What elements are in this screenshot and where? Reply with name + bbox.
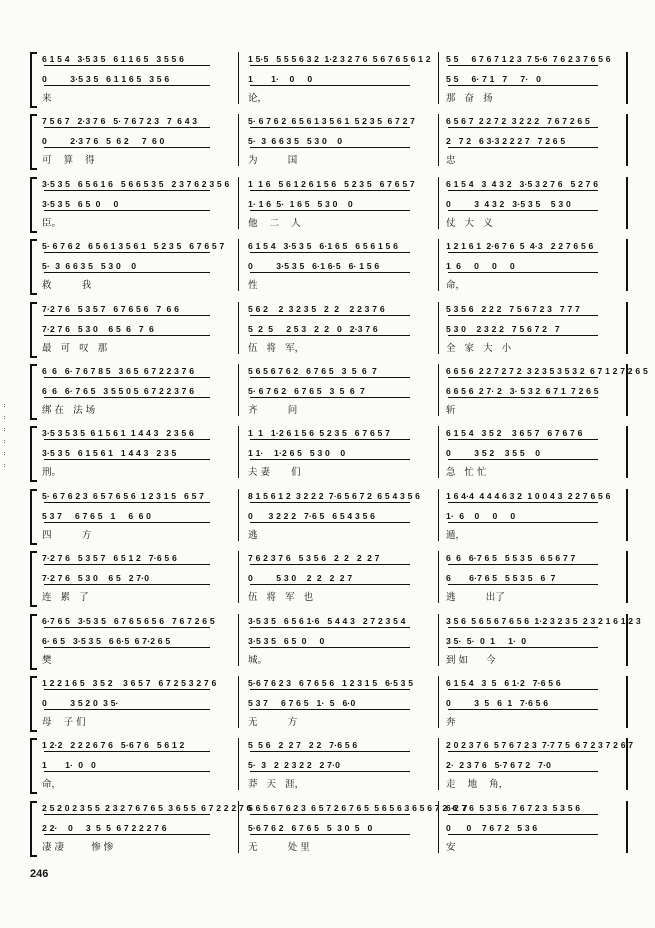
upper-notation: 7 5 6 7 2·3 7 6 5· 7 6 7 2 3 7 6 4 3 [42, 116, 198, 127]
score-system [30, 50, 628, 108]
bar-line [626, 114, 628, 166]
lower-notation: 6 6·7 6 5 5 5 3 5 6 7 [446, 573, 556, 584]
beam-line [448, 315, 598, 316]
beam-line [448, 814, 598, 815]
upper-notation: 8 1 5 6 1 2 3 2 2 2 7·6 5 6 7 2 6 5 4 3 5 6 [248, 490, 421, 501]
lyric-line: 伍 将 军 也 [248, 592, 314, 604]
beam-line [448, 272, 598, 273]
beam-line [44, 397, 210, 398]
beam-line [448, 647, 598, 648]
upper-notation: 6 6 6·7 6 5 5 5 3 5 6 5 6 7 7 [446, 553, 576, 564]
lyric-line: 连 累 了 [42, 592, 89, 604]
score-system [30, 799, 628, 857]
lower-notation: 3·5 3 5 6 5 0 0 [248, 635, 325, 646]
upper-notation: 6 1 5 4 3 5 2 3 6 5 7 6 7 6 7 6 [446, 428, 583, 439]
lower-notation: 6 6 6· 7 6 5 3 5 5 0 5 6 7 2 2 3 7 6 [42, 386, 195, 396]
score-system [30, 736, 634, 794]
score-system [30, 112, 628, 170]
system-brace [30, 52, 37, 108]
beam-line [44, 459, 210, 460]
upper-notation: 3 5 6 5 6 5 6 7 6 5 6 1·2 3 2 3 5 2 3 2 1 6 1 2 3 [446, 615, 641, 626]
beam-line [44, 502, 210, 503]
upper-notation: 5·6 7 6 2 3 6 7 6 5 6 1 2 3 1 5 6·5 3 5 [248, 678, 414, 688]
beam-line [448, 252, 598, 253]
system-brace [30, 239, 37, 295]
lower-notation: 0 5 3 0 2 2 2 2 7 [248, 573, 353, 584]
bar-line [438, 426, 439, 478]
bar-line [238, 364, 239, 416]
lyric-line: 命， [42, 779, 62, 791]
bar-line [238, 801, 239, 853]
bar-line [626, 177, 628, 229]
bar-line [626, 364, 628, 416]
lyric-line: 四 方 [42, 529, 92, 541]
bar-line [438, 364, 439, 416]
beam-line [250, 689, 410, 690]
beam-line [448, 85, 598, 86]
lower-notation: 3·5 3 5 6 1 5 6 1 1 4 4 3 2 3 5 [42, 448, 177, 459]
beam-line [448, 564, 598, 565]
bar-line [238, 52, 239, 104]
lower-notation: 6 6 5 6 2 7· 2 3· 5 3 2 6 7 1 7 2 6 5 [446, 386, 599, 396]
beam-line [44, 709, 210, 710]
lyric-line: 绑 在 法 场 [42, 405, 96, 416]
lyric-line: 来 [42, 93, 52, 104]
bar-line [238, 114, 239, 166]
lyric-line: 命， [446, 280, 466, 292]
beam-line [448, 771, 598, 772]
beam-line [44, 65, 210, 66]
lower-notation: 2 7 2 6 3·3 2 2 2 7 7 2 6 5 [446, 136, 566, 147]
bar-line [238, 738, 239, 790]
beam-line [250, 252, 410, 253]
beam-line [44, 252, 210, 253]
beam-line [250, 814, 410, 815]
beam-line [250, 709, 410, 710]
beam-line [250, 751, 410, 752]
bar-line [438, 239, 439, 291]
beam-line [250, 647, 410, 648]
bar-line [626, 489, 628, 541]
lower-notation: 5·6 7 6 2 6 7 6 5 5 3 0 5 0 [248, 822, 373, 833]
upper-notation: 1 6 4·4 4 4 4 6 3 2 1 0 0 4 3 2 2 7 6 5 6 [446, 490, 611, 501]
upper-notation: 7·2 7 6 5 3 5 7 6 7 6 5 6 7 6 6 [42, 303, 180, 314]
beam-line [250, 272, 410, 273]
upper-notation: 7 6 2 3 7 6 5 3 5 6 2 2 2 2 7 [248, 553, 380, 564]
beam-line [448, 751, 598, 752]
upper-notation: 6 1 5 4 3·5 3 5 6 1 1 6 5 3 5 5 6 [42, 54, 185, 64]
lyric-line: 伍 将 军， [248, 342, 305, 354]
score-system [30, 487, 628, 545]
beam-line [44, 647, 210, 648]
lyric-line: 刑。 [42, 467, 62, 479]
bar-line [626, 302, 628, 354]
beam-line [250, 315, 410, 316]
beam-line [448, 210, 598, 211]
lower-notation: 5 3 7 6 7 6 5 1 6 6 0 [42, 510, 152, 521]
upper-notation: 1 1 1·2 6 1 5 6 5 2 3 5 6 7 6 5 7 [248, 428, 391, 439]
beam-line [44, 627, 210, 628]
lower-notation: 1· 6 0 0 0 [446, 510, 516, 521]
beam-line [44, 315, 210, 316]
lower-notation: 0 3 4 3 2 3·5 3 5 5 3 0 [446, 198, 571, 209]
lyric-line: 忠 [446, 155, 456, 167]
beam-line [250, 85, 410, 86]
system-brace [30, 738, 37, 794]
bar-line [626, 801, 628, 853]
lower-notation: 5 5 6· 7 1 7 7· 0 [446, 74, 542, 84]
page-number: 246 [30, 868, 49, 880]
beam-line [44, 190, 210, 191]
beam-line [250, 439, 410, 440]
lyric-line: 急 忙 忙 [446, 467, 487, 479]
beam-line [44, 377, 210, 378]
beam-line [448, 584, 598, 585]
lyric-line: 无 处 里 [248, 841, 310, 853]
bar-line [626, 52, 628, 104]
bar-line [438, 551, 439, 603]
lower-notation: 0 3·5 3 5 6·1 6·5 6· 1 5 6 [248, 261, 380, 272]
lyric-line: 全 家 大 小 [446, 342, 512, 354]
system-brace [30, 177, 37, 233]
lower-notation: 0 3 2 2 2 7·6 5 6 5 4 3 5 6 [248, 510, 376, 521]
beam-line [448, 834, 598, 835]
lyric-line: 仗 大 义 [446, 217, 493, 229]
beam-line [44, 771, 210, 772]
bar-line [438, 302, 439, 354]
system-brace [30, 426, 37, 482]
lyric-line: 走 地 角， [446, 779, 509, 791]
score-system [30, 175, 628, 233]
system-brace [30, 676, 37, 732]
upper-notation: 6 5 6 7 2 2 7 2 3 2 2 2 7 6 7 2 6 5 [446, 116, 590, 127]
lyric-line: 无 方 [248, 717, 298, 728]
lower-notation: 5· 3 6 6 3 5 5 3 0 0 [42, 261, 137, 272]
lyric-line: 臣。 [42, 217, 62, 229]
lyric-line: 夫 妻 们 [248, 467, 301, 479]
upper-notation: 5 3 5 6 2 2 2 7 5 6 7 2 3 7 7 7 [446, 303, 581, 314]
beam-line [448, 439, 598, 440]
lyric-line: 那 奋 扬 [446, 93, 493, 104]
beam-line [448, 65, 598, 66]
bar-line [238, 302, 239, 354]
lower-notation: 7·2 7 6 5 3 0 6 5 2 7·0 [42, 573, 150, 584]
upper-notation: 5 6 5 6 7 6 2 6 7 6 5 3 5 6 7 [248, 366, 378, 376]
beam-line [250, 127, 410, 128]
upper-notation: 1 1 6 5 6 1 2 6 1 5 6 5 2 3 5 6 7 6 5 7 [248, 178, 415, 189]
beam-line [448, 377, 598, 378]
lyric-line: 齐 问 [248, 405, 298, 416]
lyric-line: 樊 [42, 654, 52, 666]
upper-notation: 5 5 6 2 2 7 2 2 7·6 5 6 [248, 740, 358, 751]
lyric-line: 可 算 得 [42, 155, 95, 167]
bar-line [238, 426, 239, 478]
lower-notation: 5 3 0 2 3 2 2 7 5 6 7 2 7 [446, 323, 560, 334]
bar-line [238, 676, 239, 728]
lower-notation: 7·2 7 6 5 3 0 6 5 6 7 6 [42, 323, 154, 334]
binding-mark [4, 440, 5, 443]
lyric-line: 逃 出了 [446, 592, 505, 604]
system-brace [30, 302, 37, 358]
lower-notation: 0 3 5 6 1 7·6 5 6 [446, 698, 549, 708]
lower-notation: 2· 2 3 7 6 5·7 6 7 2 7·0 [446, 760, 552, 771]
lower-notation: 5· 6 7 6 2 6 7 6 5 3 5 6 7 [248, 386, 365, 396]
beam-line [250, 397, 410, 398]
bar-line [626, 426, 628, 478]
lower-notation: 1 6 0 0 0 [446, 261, 515, 272]
upper-notation: 6 6 6· 7 6 7 8 5 3 6 5 6 7 2 2 3 7 6 [42, 366, 195, 376]
upper-notation: 6·7 6 5 3·5 3 5 6 7 6 5 6 5 6 7 6 7 2 6 5 [42, 615, 215, 626]
upper-notation: 6 1 5 4 3 5 6 1·2 7·6 5 6 [446, 678, 561, 688]
beam-line [250, 771, 410, 772]
beam-line [448, 127, 598, 128]
lyric-line: 城。 [248, 654, 268, 666]
beam-line [250, 377, 410, 378]
system-brace [30, 114, 37, 170]
upper-notation: 1 2 1 6 1 2·6 7 6 5 4·3 2 2 7 6 5 6 [446, 241, 594, 252]
bar-line [238, 239, 239, 291]
lower-notation: 3·5 3 5 6 5 0 0 [42, 198, 119, 209]
bar-line [626, 676, 628, 728]
beam-line [44, 522, 210, 523]
beam-line [44, 584, 210, 585]
lower-notation: 1 1· 0 0 [42, 760, 97, 771]
beam-line [44, 272, 210, 273]
upper-notation: 6 1 5 4 3 4 3 2 3·5 3 2 7 6 5 2 7 6 [446, 178, 599, 189]
upper-notation: 3·5 3 5 6 5 6 1·6 5 4 4 3 2 7 2 3 5 4 [248, 615, 406, 626]
upper-notation: 5· 6 7 6 2 6 5 6 1 3 5 6 1 5 2 3 5 6 7 2 7 [248, 116, 416, 127]
bar-line [438, 489, 439, 541]
lyric-line: 遁， [446, 529, 466, 541]
upper-notation: 5 6 2 2 3 2 3 5 2 2 2 2 3 7 6 [248, 303, 385, 314]
beam-line [448, 190, 598, 191]
lower-notation: 0 3 5 2 0 3 5· [42, 698, 119, 708]
lyric-line: 凄 凄 惨 惨 [42, 841, 114, 853]
system-brace [30, 801, 37, 857]
beam-line [44, 439, 210, 440]
lyric-line: 性 [248, 280, 258, 292]
upper-notation: 6 1 5 4 3·5 3 5 6·1 6 5 6 5 6 1 5 6 [248, 241, 399, 252]
upper-notation: 7·2 7 6 5 3 5 7 6 5 1 2 7·6 5 6 [42, 553, 177, 564]
beam-line [44, 147, 210, 148]
lower-notation: 1· 1 6 5· 1 6 5 5 3 0 0 [248, 198, 353, 209]
bar-line [626, 239, 628, 291]
beam-line [250, 522, 410, 523]
score-system [30, 300, 628, 358]
beam-line [250, 65, 410, 66]
bar-line [238, 551, 239, 603]
beam-line [448, 689, 598, 690]
lyric-line: 安 [446, 841, 456, 853]
system-brace [30, 614, 37, 670]
beam-line [44, 689, 210, 690]
binding-mark [4, 428, 5, 431]
lower-notation: 5 2 5 2 5 3 2 2 0 2·3 7 6 [248, 323, 378, 334]
upper-notation: 5· 6 7 6 2 3 6 5 7 6 5 6 1 2 3 1 5 6 5 7 [42, 490, 205, 501]
lyric-line: 他 二 人 [248, 217, 301, 229]
bar-line [438, 52, 439, 104]
binding-mark [4, 404, 5, 407]
lower-notation: 3 5· 5· 0 1 1· 0 [446, 635, 527, 646]
bar-line [438, 801, 439, 853]
score-system [30, 612, 641, 670]
bar-line [438, 676, 439, 728]
beam-line [448, 627, 598, 628]
upper-notation: 1 5·5 5 5 5 6 3 2 1·2 3 2 7 6 5 6 7 6 5 6 1 2 [248, 54, 431, 64]
binding-mark [4, 464, 5, 467]
bar-line [626, 614, 628, 666]
lyric-line: 斩 [446, 405, 456, 416]
bar-line [438, 738, 439, 790]
beam-line [250, 564, 410, 565]
lyric-line: 莽 天 涯， [248, 779, 305, 791]
beam-line [250, 335, 410, 336]
beam-line [250, 210, 410, 211]
beam-line [44, 564, 210, 565]
upper-notation: 2 0 2 3 7 6 5 7 6 7 2 3 7·7 7 5 6 7 2 3 7 2 6 7 [446, 740, 634, 751]
beam-line [448, 459, 598, 460]
beam-line [448, 522, 598, 523]
lower-notation: 6· 6 5 3·5 3 5 6 6·5 6 7·2 6 5 [42, 635, 171, 646]
lyric-line: 救 我 [42, 280, 92, 292]
score-system [30, 237, 628, 295]
beam-line [44, 751, 210, 752]
beam-line [250, 834, 410, 835]
bar-line [238, 489, 239, 541]
bar-line [238, 614, 239, 666]
system-brace [30, 364, 37, 420]
lyric-line: 为 国 [248, 155, 298, 167]
beam-line [448, 709, 598, 710]
bar-line [438, 114, 439, 166]
upper-notation: 5 6 5 6 7 6 2 3 6 5 7 2 6 7 6 5 5 6 5 6 3 6 5 6 7 2 6 7 [248, 802, 468, 813]
upper-notation: 5 5 6 7 6 7 1 2 3 7 5·6 7 6 2 3 7 6 5 6 [446, 54, 611, 64]
upper-notation: 6 6 5 6 2 2 7 2 7 2 3 2 3 5 3 5 3 2 6 7 1 2 7 2 6 5 [446, 366, 648, 376]
beam-line [448, 147, 598, 148]
beam-line [250, 627, 410, 628]
lower-notation: 0 0 7 6 7 2 5 3 6 [446, 822, 538, 833]
upper-notation: 2 5 2 0 2 3 5 5 2 3 2 7 6 7 6 5 3 6 5 5 6 7 2 2 2 7 6 [42, 802, 252, 813]
lower-notation: 0 3·5 3 5 6 1 1 6 5 3 5 6 [42, 74, 170, 84]
beam-line [250, 584, 410, 585]
beam-line [44, 834, 210, 835]
upper-notation: 1 2·2 2 2 2 6 7 6 5·6 7 6 5 6 1 2 [42, 740, 185, 751]
beam-line [44, 127, 210, 128]
system-brace [30, 489, 37, 545]
bar-line [438, 614, 439, 666]
upper-notation: 3·5 3 5 6 5 6 1 6 5 6 6 5 3 5 2 3 7 6 2 3 5 6 [42, 178, 230, 189]
bar-line [626, 551, 628, 603]
upper-notation: 6·2 7 6 5 3 5 6 7 6 7 2 3 5 3 5 6 [446, 802, 581, 813]
beam-line [44, 210, 210, 211]
beam-line [448, 335, 598, 336]
beam-line [44, 85, 210, 86]
beam-line [44, 335, 210, 336]
beam-line [250, 502, 410, 503]
beam-line [448, 397, 598, 398]
lower-notation: 0 2·3 7 6 5 6 2 7 6 0 [42, 136, 165, 147]
bar-line [238, 177, 239, 229]
upper-notation: 1 2 2 1 6 5 3 5 2 3 6 5 7 6 7 2 5 3 2 7 6 [42, 678, 217, 688]
score-system [30, 362, 648, 420]
lower-notation: 5· 3 2 2 3 2 2 2 7·0 [248, 760, 341, 771]
beam-line [448, 502, 598, 503]
beam-line [250, 459, 410, 460]
lower-notation: 5· 3 6 6 3 5 5 3 0 0 [248, 136, 343, 147]
lyric-line: 到 如 今 [446, 654, 496, 666]
lower-notation: 2 2· 0 3 5 5 6 7 2 2 2 7 6 [42, 822, 167, 833]
bar-line [438, 177, 439, 229]
lyric-line: 论， [248, 93, 268, 104]
lyric-line: 母 子 们 [42, 717, 86, 728]
score-system [30, 549, 628, 607]
system-brace [30, 551, 37, 607]
binding-mark [4, 452, 5, 455]
binding-mark [4, 416, 5, 419]
upper-notation: 5· 6 7 6 2 6 5 6 1 3 5 6 1 5 2 3 5 6 7 6 5 7 [42, 241, 225, 252]
lower-notation: 1 1· 1·2 6 5 5 3 0 0 [248, 448, 346, 459]
lyric-line: 逃 [248, 529, 258, 541]
lower-notation: 1 1· 0 0 [248, 74, 313, 84]
lower-notation: 5 3 7 6 7 6 5 1· 5 6·0 [248, 698, 356, 708]
lower-notation: 0 3 5 2 3 5 5 0 [446, 448, 541, 459]
beam-line [250, 190, 410, 191]
bar-line [626, 738, 628, 790]
lyric-line: 最 可 叹 那 [42, 342, 108, 354]
lyric-line: 奔 [446, 717, 456, 728]
beam-line [250, 147, 410, 148]
beam-line [44, 814, 210, 815]
upper-notation: 3·5 3 5 3 5 6 1 5 6 1 1 4 4 3 2 3 5 6 [42, 428, 195, 439]
score-system [30, 424, 628, 482]
score-system [30, 674, 628, 732]
